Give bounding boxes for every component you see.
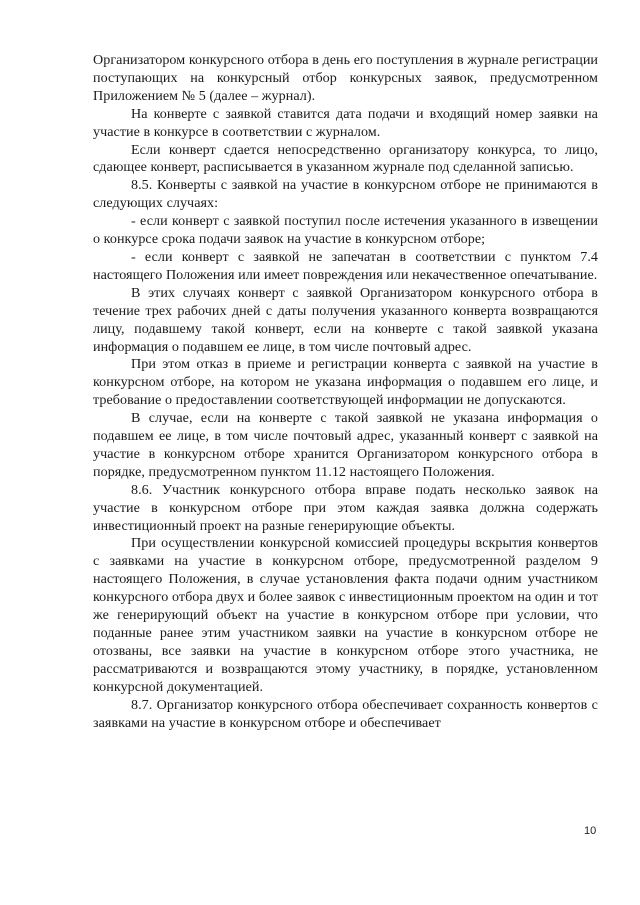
paragraph-section-8-6: 8.6. Участник конкурсного отбора вправе подать несколько заявок на участие в конкурсном отборе при этом каждая заявка должна содержать инвестиционный проект на разные генерирующие объекты. <box>93 481 598 534</box>
paragraph-envelope-signature: Если конверт сдается непосредственно организатору конкурса, то лицо, сдающее конверт, расписывается в указанном журнале под сделанной записью. <box>93 141 598 176</box>
paragraph-section-8-5: 8.5. Конверты с заявкой на участие в конкурсном отборе не принимаются в следующих случаях: <box>93 177 598 212</box>
paragraph-bullet-late: - если конверт с заявкой поступил после истечения указанного в извещении о конкурсе срока подачи заявок на участие в конкурсном отборе; <box>93 213 598 248</box>
paragraph-journal-registration: Организатором конкурсного отбора в день его поступления в журнале регистрации поступающих на конкурсный отбор конкурсных заявок, предусмотренном Приложением № 5 (далее – журнал). <box>93 52 598 104</box>
document-body <box>93 52 598 732</box>
paragraph-section-8-7: 8.7. Организатор конкурсного отбора обеспечивает сохранность конвертов с заявками на участие в конкурсном отборе и обеспечивает <box>93 696 598 731</box>
paragraph-opening-procedure: При осуществлении конкурсной комиссией процедуры вскрытия конвертов с заявками на участие в конкурсном отборе, предусмотренной разделом 9 настоящего Положения, в случае установления факта подачи одним участником конкурсного отбора двух и более заявок с инвестиционным проектом на один и тот же генерирующий объект на участие в конкурсном отборе при условии, что поданные ранее этим участником заявки на участие в конкурсном отборе не отозваны, все заявки на участие в конкурсном отборе этого участника, не рассматриваются и возвращаются этому участнику, в порядке, установленном конкурсной документацией. <box>93 535 598 695</box>
paragraph-envelope-date: На конверте с заявкой ставится дата подачи и входящий номер заявки на участие в конкурсе в соответствии с журналом. <box>93 105 598 140</box>
paragraph-return-envelope: В этих случаях конверт с заявкой Организатором конкурсного отбора в течение трех рабочих дней с даты получения указанного конверта возвращаются лицу, подавшему такой конверт, если на конверте с такой заявкой указана информация о подавшем ее лице, в том числе почтовый адрес. <box>93 284 598 355</box>
page-number: 10 <box>584 825 597 837</box>
paragraph-refusal: При этом отказ в приеме и регистрации конверта с заявкой на участие в конкурсном отборе, на котором не указана информация о подавшем его лице, и требование о предоставлении соответствующей информации не допускаются. <box>93 356 598 409</box>
paragraph-bullet-unsealed: - если конверт с заявкой не запечатан в соответствии с пунктом 7.4 настоящего Положения или имеет повреждения или некачественное опечатывание. <box>93 248 598 283</box>
paragraph-storage: В случае, если на конверте с такой заявкой не указана информация о подавшем ее лице, в том числе почтовый адрес, указанный конверт с заявкой на участие в конкурсном отборе хранится Организатором конкурсного отбора в порядке, предусмотренном пунктом 11.12 настоящего Положения. <box>93 410 598 480</box>
